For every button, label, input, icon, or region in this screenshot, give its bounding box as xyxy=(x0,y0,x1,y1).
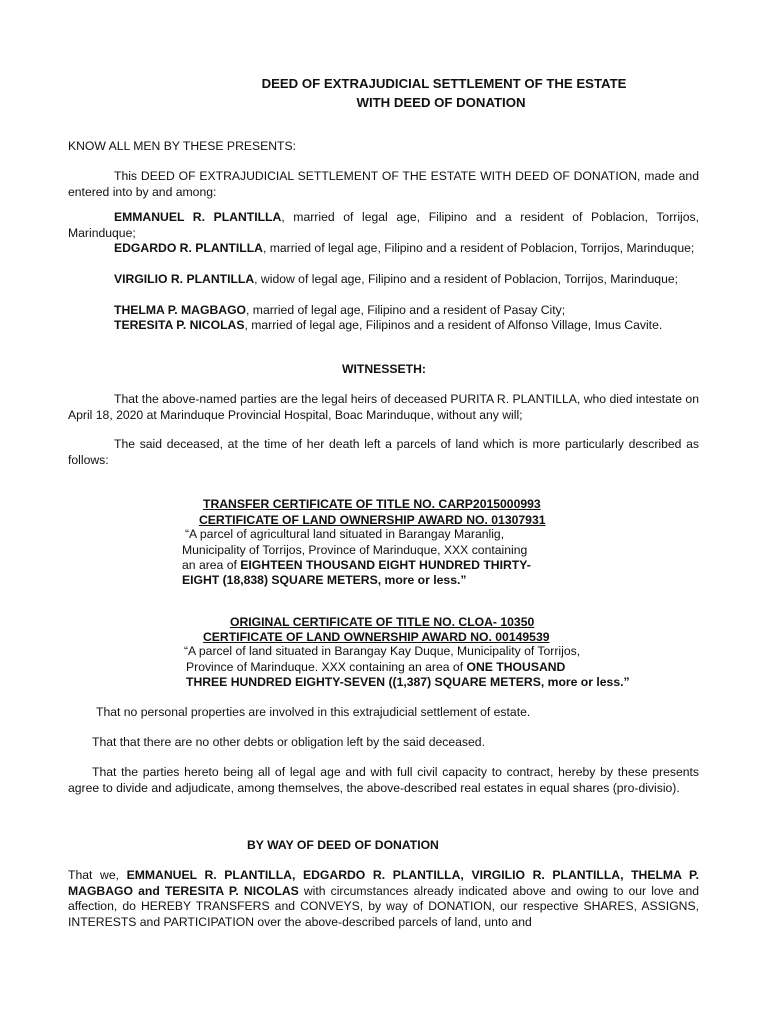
adjudicate-paragraph: That the parties hereto being all of legal age and with full civil capacity to contract, hereby by these presents agree to divide and adjudicate, among themselves, the above-described real estates in equal shares (pro-divisio). xyxy=(68,765,699,795)
party-description: , married of legal age, Filipino and a resident of Poblacion, Torrijos, Marinduque; xyxy=(262,241,695,255)
intro-text: KNOW ALL MEN BY THESE PRESENTS: xyxy=(68,139,297,153)
no-debts: That that there are no other debts or obligation left by the said deceased. xyxy=(92,735,485,749)
donation-paragraph xyxy=(68,868,699,930)
donation-text: with circumstances already indicated above and owing to our love and affection, do HEREBY TRANSFERS and CONVEYS, by way of DONATION, our respective SHARES, ASSIGNS, INTERESTS and PARTICIPATION over the above-described parcels of land, unto and xyxy=(68,883,699,929)
donor-names: EMMANUEL R. PLANTILLA, EDGARDO R. PLANTILLA, VIRGILIO R. PLANTILLA, THELMA P. MAGBAGO and TERESITA P. NICOLAS xyxy=(68,868,700,898)
donation-lead: That we, xyxy=(68,868,127,882)
party-name: THELMA P. MAGBAGO xyxy=(114,303,247,317)
party-description: , widow of legal age, Filipino and a resident of Poblacion, Torrijos, Marinduque; xyxy=(254,272,679,286)
party-4 xyxy=(68,303,699,319)
party-name: VIRGILIO R. PLANTILLA xyxy=(114,272,255,286)
title-line-1: DEED OF EXTRAJUDICIAL SETTLEMENT OF THE ESTATE xyxy=(261,76,627,91)
oct-number: ORIGINAL CERTIFICATE OF TITLE NO. CLOA- 10350 xyxy=(230,615,535,629)
property-2-area-start: ONE THOUSAND xyxy=(466,660,566,674)
property-1-line-2: Municipality of Torrijos, Province of Marinduque, XXX containing xyxy=(182,543,528,557)
heirs-paragraph: That the above-named parties are the legal heirs of deceased PURITA R. PLANTILLA, who died intestate on April 18, 2020 at Marinduque Provincial Hospital, Boac Marinduque, without any will; xyxy=(68,392,699,422)
property-1-line-4: EIGHT (18,838) SQUARE METERS, more or less.” xyxy=(182,573,467,587)
deceased-paragraph: The said deceased, at the time of her death left a parcels of land which is more particularly described as follows: xyxy=(68,437,699,467)
party-name: EDGARDO R. PLANTILLA xyxy=(114,241,263,255)
party-name: TERESITA P. NICOLAS xyxy=(114,318,245,332)
party-description: , married of legal age, Filipino and a resident of Poblacion, Torrijos, Marinduque; xyxy=(68,210,699,240)
cloa-number-1: CERTIFICATE OF LAND OWNERSHIP AWARD NO. 01307931 xyxy=(199,513,546,527)
opening-paragraph: This DEED OF EXTRAJUDICIAL SETTLEMENT OF THE ESTATE WITH DEED OF DONATION, made and entered into by and among: xyxy=(68,169,699,199)
party-2 xyxy=(68,241,699,257)
party-description: , married of legal age, Filipino and a resident of Pasay City; xyxy=(246,303,566,317)
property-2-area-prefix: Province of Marinduque. XXX containing an area of xyxy=(186,660,467,674)
tct-number: TRANSFER CERTIFICATE OF TITLE NO. CARP2015000993 xyxy=(203,497,541,511)
witnesseth-heading: WITNESSETH: xyxy=(342,362,426,376)
donation-heading: BY WAY OF DEED OF DONATION xyxy=(247,838,439,852)
cloa-number-2: CERTIFICATE OF LAND OWNERSHIP AWARD NO. 00149539 xyxy=(203,630,550,644)
property-2-line-3: THREE HUNDRED EIGHTY-SEVEN ((1,387) SQUARE METERS, more or less.” xyxy=(186,675,630,689)
party-description: , married of legal age, Filipinos and a resident of Alfonso Village, Imus Cavite. xyxy=(244,318,663,332)
property-1-area: EIGHTEEN THOUSAND EIGHT HUNDRED THIRTY- xyxy=(240,558,531,572)
property-1-line-1: “A parcel of agricultural land situated in Barangay Maranlig, xyxy=(185,527,505,541)
party-1 xyxy=(68,210,699,241)
property-1-line-3 xyxy=(182,558,531,574)
property-2-line-1: “A parcel of land situated in Barangay Kay Duque, Municipality of Torrijos, xyxy=(184,644,581,658)
party-5 xyxy=(68,318,699,334)
title-line-2: WITH DEED OF DONATION xyxy=(356,95,526,110)
document-title xyxy=(0,74,768,112)
party-3 xyxy=(68,272,699,288)
property-2-line-2 xyxy=(186,660,565,676)
property-1-area-prefix: an area of xyxy=(182,558,241,572)
party-name: EMMANUEL R. PLANTILLA xyxy=(114,210,282,224)
no-personal-properties: That no personal properties are involved in this extrajudicial settlement of estate. xyxy=(96,705,531,719)
